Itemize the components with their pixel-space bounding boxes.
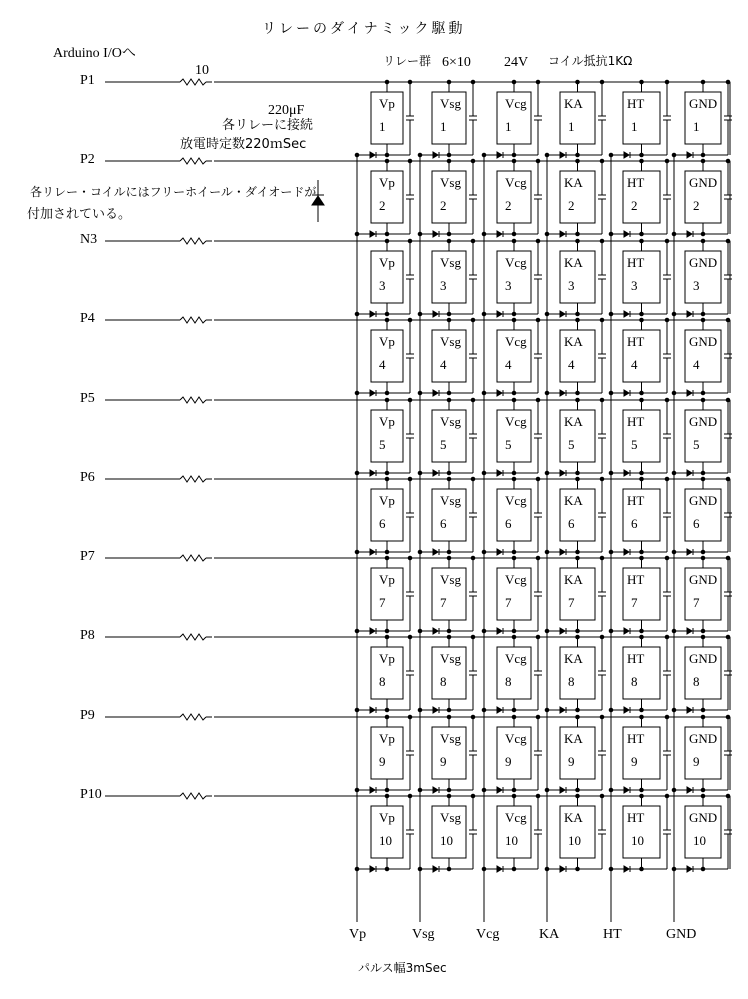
junction-dot bbox=[512, 159, 516, 163]
relay-number-label: 5 bbox=[440, 437, 447, 452]
diode-note-line1: 各リレー・コイルにはフリーホイール・ダイオードが bbox=[30, 185, 317, 199]
diode-icon bbox=[433, 787, 438, 793]
junction-dot bbox=[512, 80, 516, 84]
relay-count-label: 6×10 bbox=[442, 55, 471, 70]
diode-icon bbox=[433, 231, 438, 237]
relay-name-label: GND bbox=[689, 572, 718, 587]
bus-label-Vp: Vp bbox=[349, 927, 367, 942]
capacitor-connect-label: 各リレーに接続 bbox=[222, 118, 314, 133]
relay-name-label: HT bbox=[627, 493, 645, 508]
resistor-icon bbox=[180, 79, 206, 85]
diode-icon bbox=[370, 549, 375, 555]
diode-icon bbox=[687, 470, 692, 476]
relay-name-label: Vp bbox=[379, 255, 395, 270]
relay-name-label: Vp bbox=[379, 810, 395, 825]
relay-number-label: 6 bbox=[505, 516, 512, 531]
junction-dot bbox=[512, 477, 516, 481]
coil-resistance-label: コイル抵抗1KΩ bbox=[548, 54, 633, 68]
junction-dot bbox=[640, 318, 644, 322]
row-label-P4: P4 bbox=[80, 311, 95, 326]
junction-dot bbox=[447, 318, 451, 322]
diode-icon bbox=[497, 390, 502, 396]
bus-label-Vcg: Vcg bbox=[476, 927, 500, 942]
diode-icon bbox=[433, 390, 438, 396]
diode-icon bbox=[624, 549, 629, 555]
junction-dot bbox=[385, 80, 389, 84]
relay-name-label: GND bbox=[689, 493, 718, 508]
row-label-P6: P6 bbox=[80, 470, 95, 485]
junction-dot bbox=[701, 715, 705, 719]
relay-number-label: 8 bbox=[568, 674, 575, 689]
relay-number-label: 4 bbox=[379, 357, 386, 372]
relay-number-label: 7 bbox=[505, 595, 512, 610]
bus-label-GND: GND bbox=[666, 927, 697, 942]
relay-name-label: GND bbox=[689, 810, 718, 825]
junction-dot bbox=[385, 318, 389, 322]
diode-icon bbox=[687, 549, 692, 555]
resistor-value-label: 10 bbox=[195, 63, 209, 78]
junction-dot bbox=[512, 398, 516, 402]
junction-dot bbox=[701, 239, 705, 243]
diode-icon bbox=[497, 787, 502, 793]
junction-dot bbox=[576, 635, 580, 639]
relay-number-label: 9 bbox=[631, 754, 638, 769]
relay-number-label: 9 bbox=[505, 754, 512, 769]
row-label-P5: P5 bbox=[80, 391, 95, 406]
resistor-icon bbox=[180, 158, 206, 164]
diode-icon bbox=[433, 470, 438, 476]
diode-icon bbox=[624, 311, 629, 317]
relay-name-label: Vp bbox=[379, 651, 395, 666]
junction-dot bbox=[640, 398, 644, 402]
diode-icon bbox=[624, 866, 629, 872]
row-label-P10: P10 bbox=[80, 787, 102, 802]
diode-icon bbox=[370, 390, 375, 396]
diode-icon bbox=[687, 390, 692, 396]
resistor-icon bbox=[180, 476, 206, 482]
resistor-icon bbox=[180, 634, 206, 640]
diode-icon bbox=[433, 549, 438, 555]
junction-dot bbox=[447, 159, 451, 163]
bus-label-HT: HT bbox=[603, 927, 622, 942]
relay-name-label: Vp bbox=[379, 334, 395, 349]
relay-number-label: 2 bbox=[505, 198, 512, 213]
relay-number-label: 7 bbox=[379, 595, 386, 610]
diode-icon bbox=[560, 470, 565, 476]
diode-icon bbox=[497, 707, 502, 713]
junction-dot bbox=[576, 398, 580, 402]
diode-icon bbox=[624, 152, 629, 158]
diode-icon bbox=[624, 231, 629, 237]
junction-dot bbox=[576, 556, 580, 560]
diode-icon bbox=[687, 707, 692, 713]
relay-number-label: 9 bbox=[693, 754, 700, 769]
relay-number-label: 3 bbox=[379, 278, 386, 293]
relay-name-label: GND bbox=[689, 651, 718, 666]
relay-name-label: Vsg bbox=[440, 651, 461, 666]
diode-icon bbox=[370, 866, 375, 872]
diode-icon bbox=[624, 628, 629, 634]
relay-name-label: Vcg bbox=[505, 334, 527, 349]
relay-number-label: 3 bbox=[693, 278, 700, 293]
diode-icon bbox=[497, 152, 502, 158]
relay-name-label: Vp bbox=[379, 414, 395, 429]
row-label-N3: N3 bbox=[80, 232, 98, 247]
diode-icon bbox=[497, 549, 502, 555]
relay-number-label: 8 bbox=[440, 674, 447, 689]
arduino-label: Arduino I/Oへ bbox=[53, 46, 136, 61]
junction-dot bbox=[701, 398, 705, 402]
relay-number-label: 10 bbox=[631, 833, 644, 848]
diode-icon bbox=[560, 152, 565, 158]
junction-dot bbox=[640, 715, 644, 719]
relay-name-label: HT bbox=[627, 651, 645, 666]
relay-group-label: リレー群 bbox=[383, 54, 432, 68]
relay-number-label: 4 bbox=[693, 357, 700, 372]
relay-name-label: Vsg bbox=[440, 96, 461, 111]
junction-dot bbox=[385, 556, 389, 560]
junction-dot bbox=[512, 239, 516, 243]
relay-name-label: Vcg bbox=[505, 651, 527, 666]
relay-number-label: 7 bbox=[693, 595, 700, 610]
diode-icon bbox=[560, 866, 565, 872]
relay-name-label: Vsg bbox=[440, 810, 461, 825]
junction-dot bbox=[447, 477, 451, 481]
diode-icon bbox=[370, 628, 375, 634]
diode-icon bbox=[687, 866, 692, 872]
junction-dot bbox=[512, 715, 516, 719]
row-label-P2: P2 bbox=[80, 152, 95, 167]
resistor-icon bbox=[180, 793, 206, 799]
relay-number-label: 1 bbox=[379, 119, 386, 134]
relay-number-label: 8 bbox=[631, 674, 638, 689]
junction-dot bbox=[512, 556, 516, 560]
relay-name-label: HT bbox=[627, 414, 645, 429]
junction-dot bbox=[640, 794, 644, 798]
diode-icon bbox=[433, 707, 438, 713]
relay-name-label: Vp bbox=[379, 731, 395, 746]
relay-name-label: Vsg bbox=[440, 414, 461, 429]
junction-dot bbox=[447, 715, 451, 719]
relay-name-label: GND bbox=[689, 175, 718, 190]
diode-icon bbox=[560, 787, 565, 793]
diode-icon bbox=[560, 390, 565, 396]
relay-number-label: 3 bbox=[440, 278, 447, 293]
relay-number-label: 10 bbox=[568, 833, 581, 848]
relay-name-label: Vsg bbox=[440, 731, 461, 746]
capacitor-value-label: 220μF bbox=[268, 103, 305, 118]
junction-dot bbox=[447, 398, 451, 402]
junction-dot bbox=[576, 794, 580, 798]
diode-icon bbox=[497, 866, 502, 872]
relay-name-label: Vcg bbox=[505, 96, 527, 111]
diode-icon bbox=[624, 390, 629, 396]
junction-dot bbox=[576, 239, 580, 243]
junction-dot bbox=[447, 80, 451, 84]
bus-label-Vsg: Vsg bbox=[412, 927, 435, 942]
diode-icon bbox=[687, 311, 692, 317]
relay-voltage-label: 24V bbox=[504, 55, 529, 70]
junction-dot bbox=[640, 159, 644, 163]
junction-dot bbox=[576, 715, 580, 719]
diode-icon bbox=[560, 311, 565, 317]
relay-name-label: Vcg bbox=[505, 414, 527, 429]
relay-number-label: 4 bbox=[440, 357, 447, 372]
relay-name-label: KA bbox=[564, 493, 583, 508]
resistor-icon bbox=[180, 238, 206, 244]
junction-dot bbox=[640, 239, 644, 243]
resistor-icon bbox=[180, 317, 206, 323]
relay-name-label: KA bbox=[564, 414, 583, 429]
diode-icon bbox=[433, 311, 438, 317]
junction-dot bbox=[447, 794, 451, 798]
relay-number-label: 3 bbox=[505, 278, 512, 293]
diode-icon bbox=[560, 628, 565, 634]
junction-dot bbox=[640, 635, 644, 639]
relay-number-label: 5 bbox=[379, 437, 386, 452]
relay-name-label: Vcg bbox=[505, 255, 527, 270]
junction-dot bbox=[640, 80, 644, 84]
relay-name-label: Vsg bbox=[440, 334, 461, 349]
relay-name-label: KA bbox=[564, 731, 583, 746]
diagram-title: リレーのダイナミック駆動 bbox=[262, 21, 466, 37]
relay-number-label: 7 bbox=[440, 595, 447, 610]
relay-number-label: 2 bbox=[379, 198, 386, 213]
junction-dot bbox=[701, 318, 705, 322]
relay-name-label: Vp bbox=[379, 96, 395, 111]
junction-dot bbox=[385, 635, 389, 639]
junction-dot bbox=[701, 794, 705, 798]
resistor-icon bbox=[180, 555, 206, 561]
relay-number-label: 10 bbox=[693, 833, 706, 848]
junction-dot bbox=[576, 159, 580, 163]
relay-number-label: 6 bbox=[440, 516, 447, 531]
relay-name-label: HT bbox=[627, 731, 645, 746]
junction-dot bbox=[701, 80, 705, 84]
relay-number-label: 2 bbox=[631, 198, 638, 213]
relay-number-label: 3 bbox=[631, 278, 638, 293]
relay-name-label: Vp bbox=[379, 175, 395, 190]
junction-dot bbox=[447, 635, 451, 639]
resistor-icon bbox=[180, 714, 206, 720]
relay-name-label: HT bbox=[627, 810, 645, 825]
relay-number-label: 10 bbox=[440, 833, 453, 848]
diode-icon bbox=[497, 231, 502, 237]
relay-name-label: KA bbox=[564, 255, 583, 270]
relay-number-label: 1 bbox=[631, 119, 638, 134]
diode-icon bbox=[624, 470, 629, 476]
junction-dot bbox=[385, 239, 389, 243]
junction-dot bbox=[512, 794, 516, 798]
junction-dot bbox=[512, 635, 516, 639]
relay-name-label: Vsg bbox=[440, 572, 461, 587]
diode-icon bbox=[687, 787, 692, 793]
relay-name-label: KA bbox=[564, 334, 583, 349]
relay-name-label: Vsg bbox=[440, 255, 461, 270]
junction-dot bbox=[385, 159, 389, 163]
pulse-width-note: パルス幅3mSec bbox=[358, 961, 447, 975]
relay-number-label: 9 bbox=[379, 754, 386, 769]
relay-name-label: Vcg bbox=[505, 175, 527, 190]
row-label-P7: P7 bbox=[80, 549, 95, 564]
relay-number-label: 5 bbox=[505, 437, 512, 452]
relay-name-label: GND bbox=[689, 414, 718, 429]
relay-name-label: Vcg bbox=[505, 493, 527, 508]
relay-number-label: 1 bbox=[693, 119, 700, 134]
relay-name-label: HT bbox=[627, 572, 645, 587]
diode-icon bbox=[497, 470, 502, 476]
junction-dot bbox=[576, 318, 580, 322]
relay-number-label: 6 bbox=[568, 516, 575, 531]
junction-dot bbox=[385, 398, 389, 402]
junction-dot bbox=[512, 318, 516, 322]
relay-number-label: 5 bbox=[693, 437, 700, 452]
diode-icon bbox=[370, 152, 375, 158]
junction-dot bbox=[576, 477, 580, 481]
relay-number-label: 1 bbox=[505, 119, 512, 134]
diode-icon bbox=[370, 787, 375, 793]
junction-dot bbox=[385, 715, 389, 719]
relay-name-label: Vcg bbox=[505, 731, 527, 746]
diode-icon bbox=[433, 152, 438, 158]
junction-dot bbox=[640, 556, 644, 560]
relay-number-label: 4 bbox=[631, 357, 638, 372]
relay-number-label: 8 bbox=[505, 674, 512, 689]
diode-icon bbox=[687, 628, 692, 634]
relay-name-label: Vsg bbox=[440, 175, 461, 190]
relay-name-label: HT bbox=[627, 175, 645, 190]
diode-icon bbox=[560, 707, 565, 713]
junction-dot bbox=[385, 794, 389, 798]
relay-name-label: GND bbox=[689, 334, 718, 349]
relay-number-label: 6 bbox=[631, 516, 638, 531]
diode-icon bbox=[370, 231, 375, 237]
relay-name-label: KA bbox=[564, 96, 583, 111]
relay-name-label: KA bbox=[564, 572, 583, 587]
diode-icon bbox=[497, 311, 502, 317]
relay-name-label: KA bbox=[564, 651, 583, 666]
diode-icon bbox=[560, 231, 565, 237]
relay-name-label: KA bbox=[564, 810, 583, 825]
diode-icon bbox=[370, 470, 375, 476]
junction-dot bbox=[701, 159, 705, 163]
relay-number-label: 7 bbox=[568, 595, 575, 610]
relay-name-label: Vp bbox=[379, 493, 395, 508]
diode-icon bbox=[624, 707, 629, 713]
diode-icon bbox=[370, 311, 375, 317]
junction-dot bbox=[385, 477, 389, 481]
diode-icon bbox=[687, 152, 692, 158]
relay-number-label: 2 bbox=[568, 198, 575, 213]
relay-name-label: Vp bbox=[379, 572, 395, 587]
relay-number-label: 6 bbox=[693, 516, 700, 531]
relay-number-label: 6 bbox=[379, 516, 386, 531]
junction-dot bbox=[701, 477, 705, 481]
relay-number-label: 1 bbox=[440, 119, 447, 134]
relay-number-label: 1 bbox=[568, 119, 575, 134]
relay-name-label: Vsg bbox=[440, 493, 461, 508]
relay-name-label: Vcg bbox=[505, 572, 527, 587]
relay-name-label: HT bbox=[627, 255, 645, 270]
relay-name-label: HT bbox=[627, 334, 645, 349]
relay-number-label: 8 bbox=[693, 674, 700, 689]
relay-number-label: 5 bbox=[631, 437, 638, 452]
relay-name-label: GND bbox=[689, 731, 718, 746]
junction-dot bbox=[447, 239, 451, 243]
relay-number-label: 3 bbox=[568, 278, 575, 293]
relay-number-label: 8 bbox=[379, 674, 386, 689]
relay-number-label: 10 bbox=[379, 833, 392, 848]
junction-dot bbox=[576, 80, 580, 84]
relay-number-label: 9 bbox=[440, 754, 447, 769]
relay-number-label: 2 bbox=[693, 198, 700, 213]
relay-name-label: GND bbox=[689, 96, 718, 111]
bus-label-KA: KA bbox=[539, 927, 560, 942]
diode-icon bbox=[370, 707, 375, 713]
diode-icon bbox=[624, 787, 629, 793]
row-label-P9: P9 bbox=[80, 708, 95, 723]
resistor-icon bbox=[180, 397, 206, 403]
relay-name-label: GND bbox=[689, 255, 718, 270]
row-label-P1: P1 bbox=[80, 73, 95, 88]
relay-number-label: 7 bbox=[631, 595, 638, 610]
diode-icon bbox=[433, 866, 438, 872]
relay-name-label: HT bbox=[627, 96, 645, 111]
junction-dot bbox=[447, 556, 451, 560]
diode-icon bbox=[433, 628, 438, 634]
relay-name-label: KA bbox=[564, 175, 583, 190]
diode-icon bbox=[560, 549, 565, 555]
row-label-P8: P8 bbox=[80, 628, 95, 643]
relay-number-label: 10 bbox=[505, 833, 518, 848]
relay-name-label: Vcg bbox=[505, 810, 527, 825]
relay-number-label: 2 bbox=[440, 198, 447, 213]
junction-dot bbox=[640, 477, 644, 481]
diode-icon bbox=[497, 628, 502, 634]
relay-number-label: 9 bbox=[568, 754, 575, 769]
relay-number-label: 4 bbox=[568, 357, 575, 372]
relay-number-label: 4 bbox=[505, 357, 512, 372]
junction-dot bbox=[701, 635, 705, 639]
diode-note-line2: 付加されている。 bbox=[27, 207, 132, 222]
time-constant-label: 放電時定数220ｍSec bbox=[180, 137, 307, 152]
diode-icon bbox=[687, 231, 692, 237]
relay-number-label: 5 bbox=[568, 437, 575, 452]
junction-dot bbox=[701, 556, 705, 560]
